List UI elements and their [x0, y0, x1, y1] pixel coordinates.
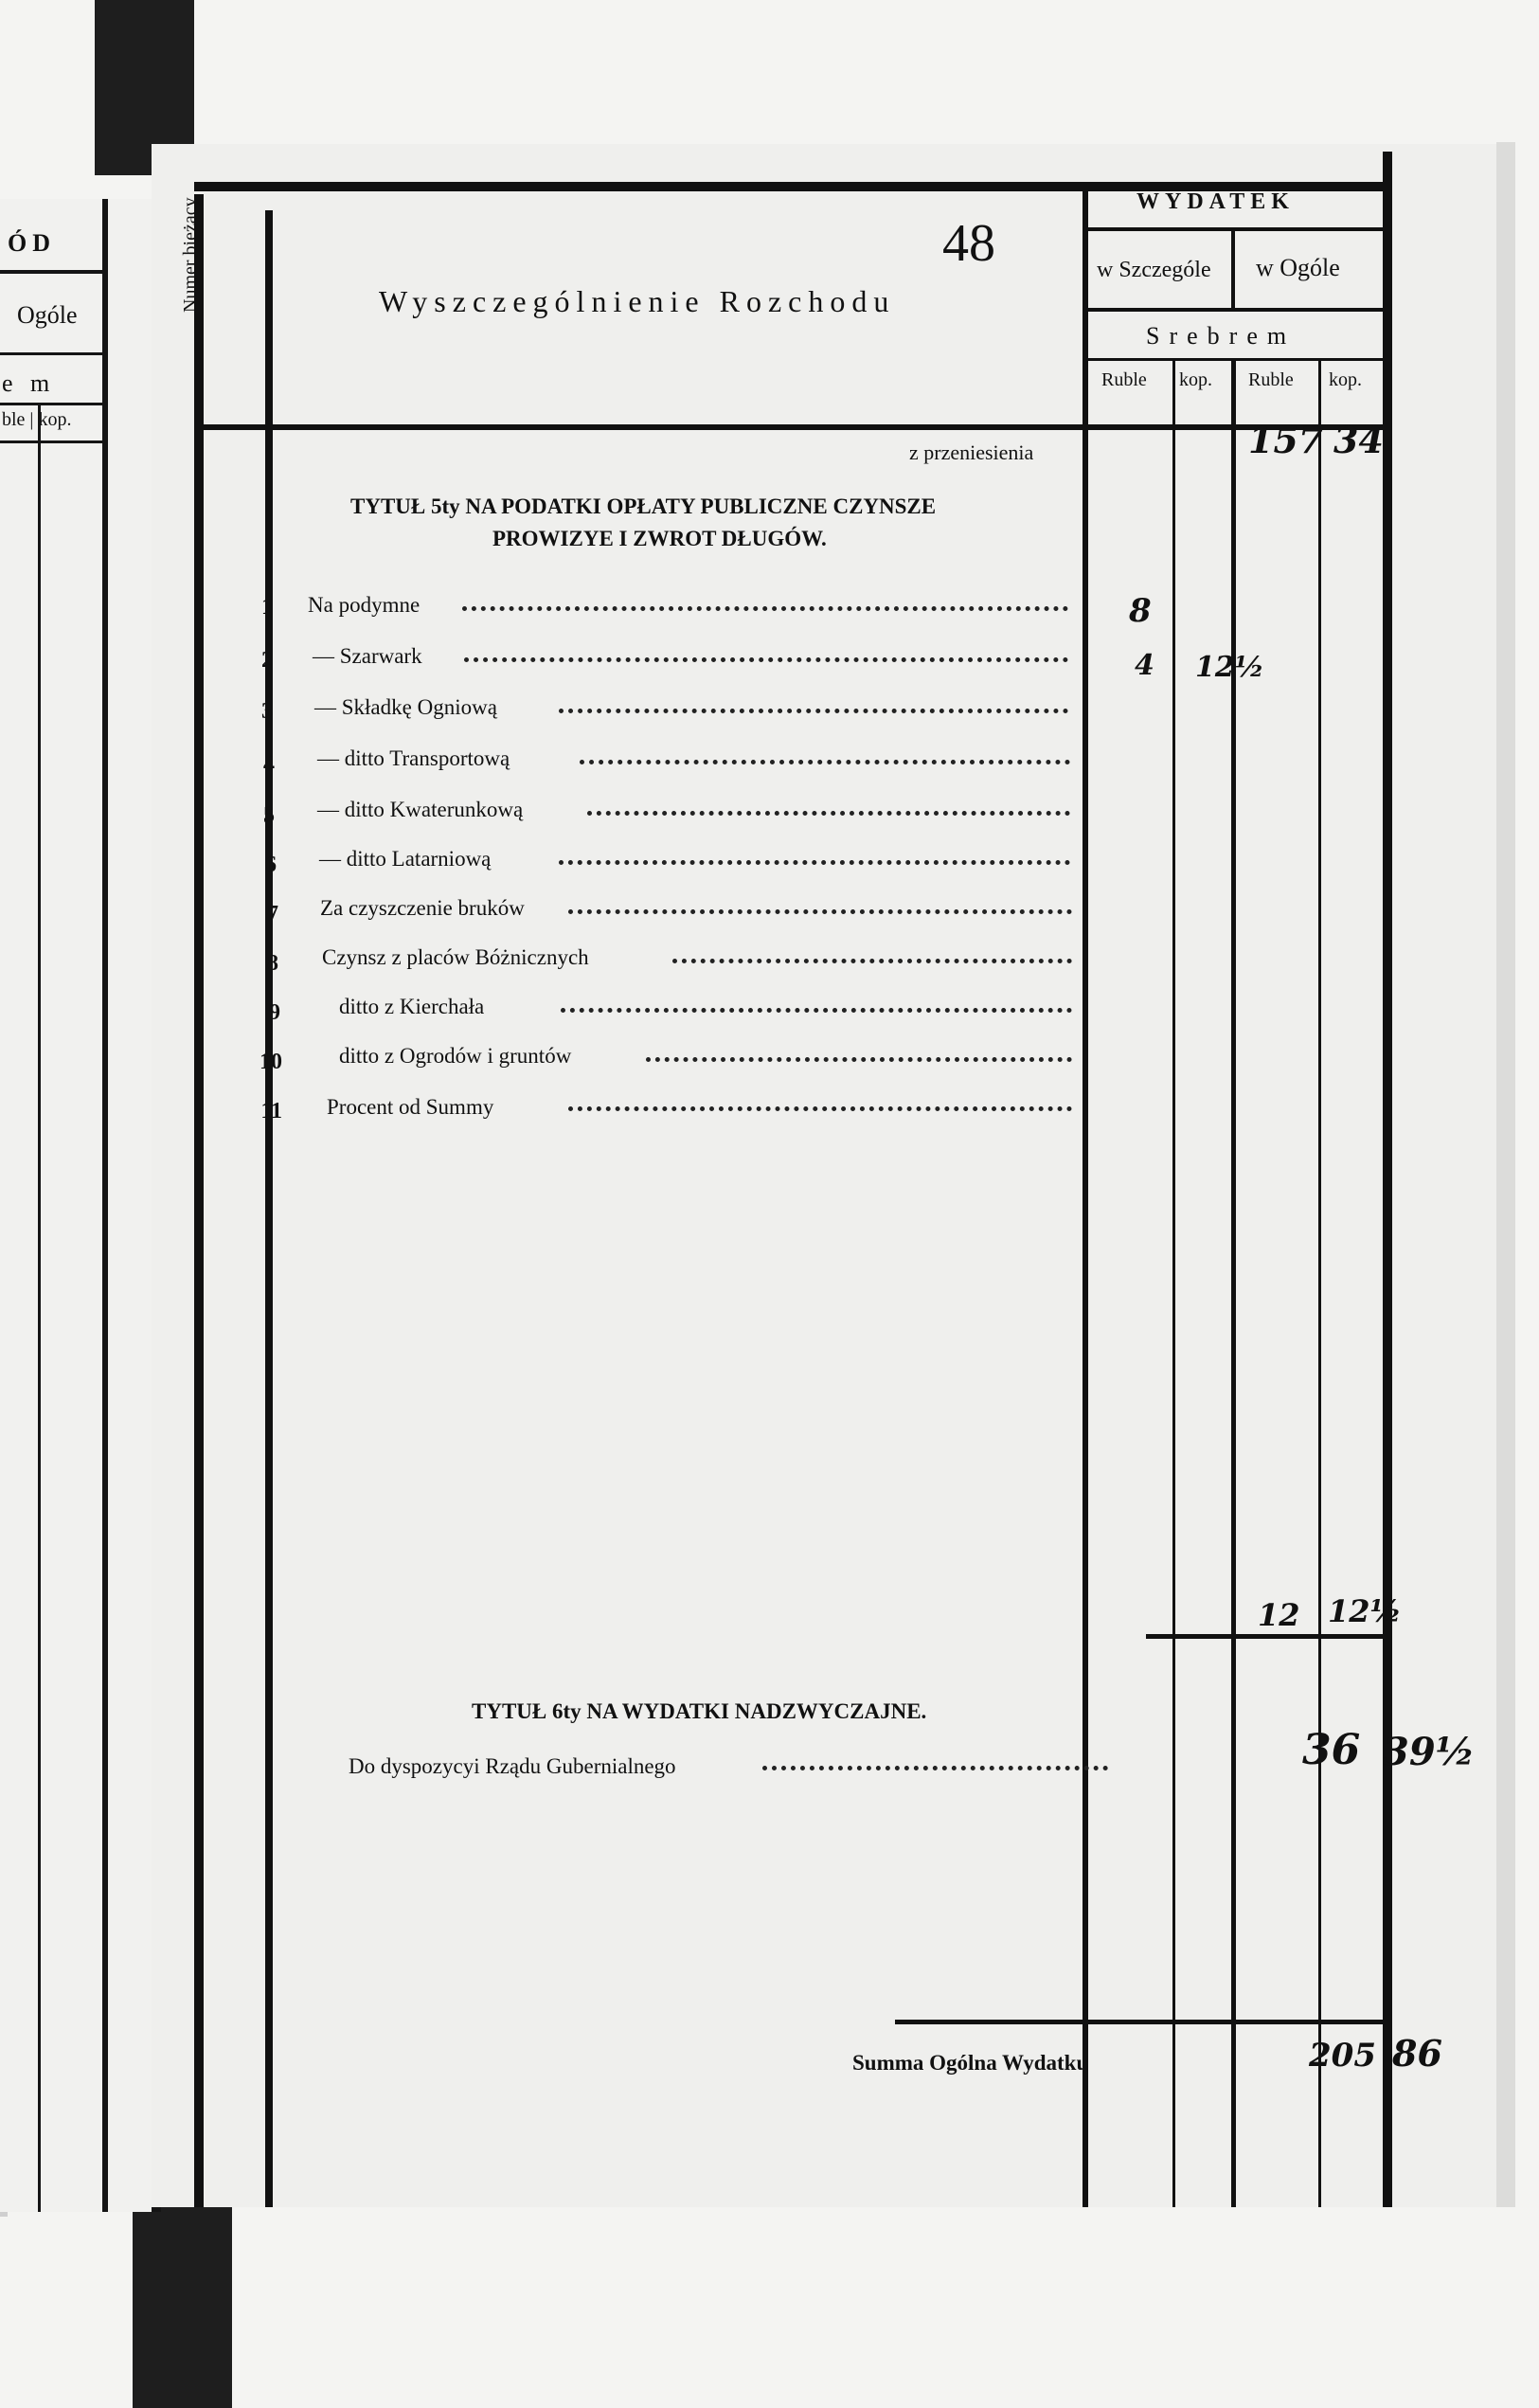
- numer-col-line: [265, 210, 273, 2207]
- item-label: — Szarwark: [313, 644, 422, 668]
- carry-ruble: 157: [1248, 419, 1324, 461]
- item-label: Za czyszczenie bruków: [320, 896, 525, 920]
- item-number: 9: [269, 1000, 280, 1025]
- item-label: ditto z Ogrodów i gruntów: [339, 1044, 572, 1068]
- summary-line: [895, 2020, 1383, 2024]
- section6-kop: 39½: [1383, 1730, 1476, 1774]
- leader-dots: [559, 860, 1070, 865]
- item-number: 6: [265, 853, 277, 877]
- carry-label: z przeniesienia: [909, 440, 1034, 464]
- left-page-line: [0, 352, 106, 355]
- col-kop1: [1172, 358, 1175, 2207]
- szczegole-line: [1083, 308, 1383, 312]
- leader-dots: [568, 1106, 1072, 1111]
- frame-right: [1383, 152, 1392, 2207]
- left-page-col: [102, 199, 108, 2212]
- item-label: ditto z Kierchała: [339, 995, 485, 1018]
- left-page-line: [0, 403, 106, 405]
- item-number: 11: [260, 1099, 282, 1123]
- item-number: 1: [261, 595, 273, 620]
- wydatek-label: WYDATEK: [1136, 189, 1295, 214]
- item-label: — ditto Latarniową: [319, 847, 492, 871]
- section5-total-ruble: 12: [1258, 1597, 1300, 1633]
- left-ble-kop: ble | kop.: [2, 409, 72, 430]
- left-page: [0, 199, 161, 2212]
- section5-title-line1: TYTUŁ 5ty NA PODATKI OPŁATY PUBLICZNE CZYNSZE: [350, 494, 937, 518]
- item-label: Do dyspozycyi Rządu Gubernialnego: [349, 1754, 676, 1778]
- ruble1-label: Ruble: [1101, 369, 1147, 390]
- item-label: — ditto Transportową: [317, 746, 510, 770]
- header-bottom-line: [204, 424, 1383, 430]
- item-number: 3: [261, 699, 273, 724]
- left-page-line: [0, 440, 106, 443]
- summary-ruble: 205: [1309, 2037, 1376, 2075]
- section5-total-line: [1146, 1634, 1383, 1639]
- item-number: 2: [261, 648, 273, 673]
- szczegole-divider: [1231, 227, 1235, 308]
- leader-dots: [568, 909, 1072, 914]
- wydatek-col-line: [1083, 182, 1088, 2207]
- leader-dots: [762, 1766, 1108, 1770]
- left-page-col: [38, 403, 41, 2212]
- item-label: — ditto Kwaterunkową: [317, 798, 524, 821]
- w-ogole-label: w Ogóle: [1256, 254, 1340, 281]
- page-edge-shadow: [1496, 142, 1515, 2207]
- item-number: 8: [267, 951, 278, 976]
- item-label: — Składkę Ogniową: [314, 695, 497, 719]
- page-number: 48: [942, 214, 995, 273]
- left-ogole: Ogóle: [17, 301, 78, 329]
- summary-label: Summa Ogólna Wydatku: [852, 2051, 1089, 2075]
- leader-dots: [464, 657, 1068, 662]
- srebrem-label: Srebrem: [1146, 322, 1297, 350]
- leader-dots: [559, 709, 1068, 713]
- item-number: 5: [263, 803, 275, 828]
- leader-dots: [580, 760, 1070, 764]
- item-number: 7: [267, 902, 278, 926]
- section6-ruble: 36: [1302, 1726, 1361, 1774]
- item-label: Czynsz z placów Bóżnicznych: [322, 945, 589, 969]
- item-label: Procent od Summy: [327, 1095, 494, 1119]
- item-ruble: 8: [1129, 592, 1152, 630]
- numer-biezacy-label: Numer bieżący: [180, 197, 201, 313]
- section5-title-line2: PROWIZYE I ZWROT DŁUGÓW.: [492, 527, 827, 550]
- frame-left: [194, 194, 204, 2207]
- kop1-label: kop.: [1179, 369, 1212, 390]
- ruble2-label: Ruble: [1248, 369, 1294, 390]
- kop2-label: kop.: [1329, 369, 1362, 390]
- leader-dots: [561, 1008, 1072, 1013]
- section5-total-kop: 12½: [1328, 1593, 1402, 1629]
- leader-dots: [672, 959, 1072, 963]
- w-szczegole-label: w Szczególe: [1097, 258, 1211, 282]
- col-ruble2: [1231, 358, 1236, 2207]
- item-kop: 12½: [1195, 651, 1265, 684]
- header-title: Wyszczególnienie Rozchodu: [379, 284, 896, 318]
- col-kop2: [1318, 358, 1321, 2207]
- leader-dots: [587, 811, 1070, 816]
- leader-dots: [462, 606, 1068, 611]
- item-number: 4: [263, 752, 275, 777]
- left-page-line: [0, 270, 106, 274]
- item-label: Na podymne: [308, 593, 421, 617]
- item-ruble: 4: [1135, 649, 1154, 682]
- section6-title: TYTUŁ 6ty NA WYDATKI NADZWYCZAJNE.: [472, 1699, 927, 1723]
- item-number: 10: [259, 1050, 282, 1074]
- film-strip-bottom: [133, 2207, 232, 2408]
- leader-dots: [646, 1057, 1072, 1062]
- summary-kop: 86: [1392, 2032, 1442, 2075]
- left-od: ÓD: [8, 229, 56, 257]
- carry-kop: 34: [1333, 419, 1384, 461]
- left-em: e m: [2, 369, 56, 397]
